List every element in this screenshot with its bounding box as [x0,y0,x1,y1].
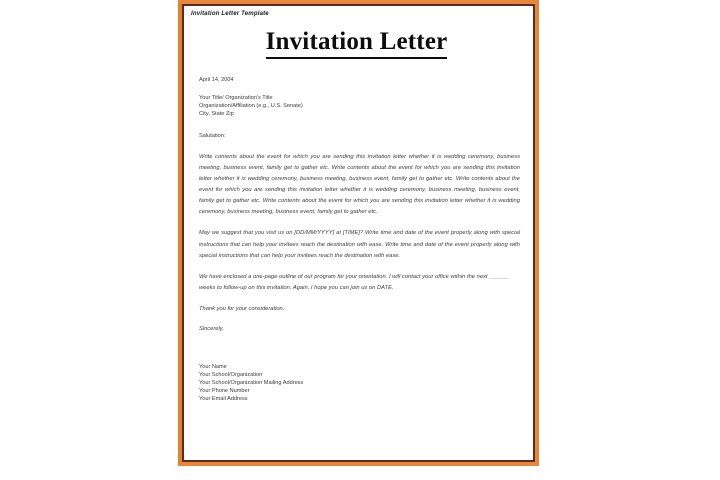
page-title: Invitation Letter [266,28,448,59]
body-paragraph: We have enclosed a one-page outline of our program for your orientation. I will contact your office within the next ______ weeks to follow-up on this invitation. Again, I hope you can join us on DATE. [199,273,509,291]
document-header-label: Invitation Letter Template [191,10,269,17]
title-container [191,28,522,59]
sign-off-line: Sincerely, [199,325,224,332]
signature-line: Your Name [199,363,227,370]
recipient-address-block [199,94,520,118]
document-inner-border [182,4,535,462]
body-paragraph: Write contents about the event for which you are sending this invitation letter whether it is wedding ceremony, business meeting, business event, family get to gather etc. Write contents about the event for which you are sending this invitation letter whether it is wedding ceremony, business meeting, business event, family get to gather etc. Write contents about the event for which you are sending this invitation letter whether it is wedding ceremony, business meeting, business event, family get to gather etc. Write contents about the event for which you are sending this invitation letter whether it is wedding ceremony, business meeting, business event, family get to gather etc. [199,153,520,216]
signature-line: Your School/Organization Mailing Address [199,380,304,387]
address-line: Your Title/ Organization's Title [199,95,273,102]
letter-date: April 14, 2004 [199,77,234,83]
signature-line: Your Email Address [199,396,248,403]
document-frame [178,0,539,466]
salutation-line: Salutation: [199,132,226,139]
letter-body [191,76,522,403]
document-page [184,6,533,460]
address-line: City, State Zip [199,111,234,118]
signature-line: Your Phone Number [199,388,250,395]
thank-you-line: Thank you for your consideration. [199,305,285,312]
signature-line: Your School/Organization [199,372,263,378]
address-line: Organization/Affiliation (e.g., U.S. Senate) [199,103,303,110]
signature-block [199,363,520,403]
body-paragraph: May we suggest that you visit us on [DD/MM/YYYY] at [TIME]? Write time and date of the event properly along with special instructions that can help your invitees reach the destination with ease. Write time and date of the event properly along with special instructions that can help your invitees reach the destination with ease. [199,230,520,259]
